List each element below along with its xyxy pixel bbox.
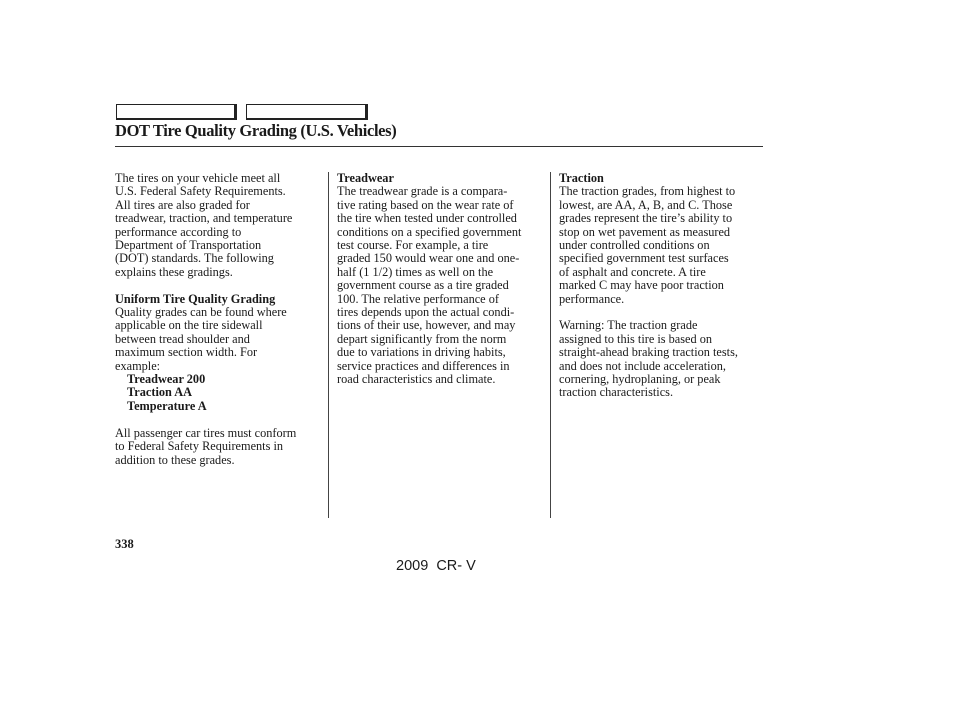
- text-line: (DOT) standards. The following: [115, 251, 274, 266]
- text-line: maximum section width. For: [115, 345, 258, 360]
- text-line: specified government test surfaces: [559, 251, 729, 266]
- page-number: 338: [115, 537, 134, 551]
- text-line: under controlled conditions on: [559, 238, 710, 253]
- text-line: Department of Transportation: [115, 238, 262, 253]
- title-rule: [115, 146, 763, 147]
- text-line: half (1 1/2) times as well on the: [337, 264, 494, 279]
- text-line: depart significantly from the norm: [337, 331, 507, 346]
- text-line: performance.: [559, 291, 625, 306]
- text-line: tions of their use, however, and may: [337, 318, 516, 333]
- text-line: example:: [115, 358, 161, 373]
- example-treadwear: Treadwear 200: [127, 372, 206, 387]
- text-line: marked C may have poor traction: [559, 278, 724, 293]
- text-line: and does not include acceleration,: [559, 358, 726, 373]
- text-line: performance according to: [115, 224, 242, 239]
- text-line: All passenger car tires must conform: [115, 425, 297, 440]
- text-line: stop on wet pavement as measured: [559, 224, 731, 239]
- text-line: government course as a tire graded: [337, 278, 509, 293]
- text-line: The traction grades, from highest to: [559, 184, 736, 199]
- footer-model: 2009 CR- V: [396, 558, 476, 574]
- text-line: between tread shoulder and: [115, 331, 250, 346]
- example-traction: Traction AA: [127, 385, 193, 400]
- intro-paragraph: [115, 172, 323, 279]
- text-line: U.S. Federal Safety Requirements.: [115, 184, 286, 199]
- text-line: applicable on the tire sidewall: [115, 318, 263, 333]
- text-line: The tires on your vehicle meet all: [115, 171, 281, 185]
- text-line: Warning: The traction grade: [559, 318, 698, 333]
- column-divider: [550, 172, 551, 518]
- closing-paragraph: [115, 427, 323, 467]
- text-line: The treadwear grade is a compara-: [337, 184, 508, 199]
- text-line: to Federal Safety Requirements in: [115, 439, 284, 454]
- text-line: straight-ahead braking traction tests,: [559, 345, 738, 360]
- text-line: All tires are also graded for: [115, 197, 250, 212]
- column-treadwear: [337, 172, 545, 387]
- text-line: lowest, are AA, A, B, and C. Those: [559, 197, 733, 212]
- header-tab-left: [116, 104, 237, 120]
- text-line: road characteristics and climate.: [337, 372, 496, 387]
- text-line: due to variations in driving habits,: [337, 345, 506, 360]
- text-line: service practices and differences in: [337, 358, 510, 373]
- text-line: of asphalt and concrete. A tire: [559, 264, 706, 279]
- text-line: traction characteristics.: [559, 385, 674, 400]
- section-heading-traction: Traction: [559, 171, 604, 185]
- column-intro: [115, 172, 323, 467]
- section-heading-treadwear: Treadwear: [337, 171, 394, 185]
- text-line: conditions on a specified government: [337, 224, 522, 239]
- text-line: 100. The relative performance of: [337, 291, 499, 306]
- uniform-grading-section: [115, 293, 323, 414]
- column-traction: [559, 172, 765, 400]
- text-line: Quality grades can be found where: [115, 305, 287, 320]
- text-line: tive rating based on the wear rate of: [337, 197, 514, 212]
- section-heading-uniform-grading: Uniform Tire Quality Grading: [115, 291, 276, 306]
- text-line: explains these gradings.: [115, 264, 233, 279]
- text-line: addition to these grades.: [115, 452, 235, 467]
- text-line: treadwear, traction, and temperature: [115, 211, 293, 226]
- header-tab-right: [246, 104, 368, 120]
- traction-warning: [559, 319, 765, 399]
- text-line: grades represent the tire’s ability to: [559, 211, 733, 226]
- example-temperature: Temperature A: [127, 398, 207, 413]
- text-line: assigned to this tire is based on: [559, 331, 713, 346]
- text-line: graded 150 would wear one and one-: [337, 251, 520, 266]
- text-line: the tire when tested under controlled: [337, 211, 517, 226]
- text-line: test course. For example, a tire: [337, 238, 489, 253]
- page-title: DOT Tire Quality Grading (U.S. Vehicles): [115, 121, 397, 140]
- text-line: tires depends upon the actual condi-: [337, 305, 515, 320]
- column-divider: [328, 172, 329, 518]
- text-line: cornering, hydroplaning, or peak: [559, 372, 721, 387]
